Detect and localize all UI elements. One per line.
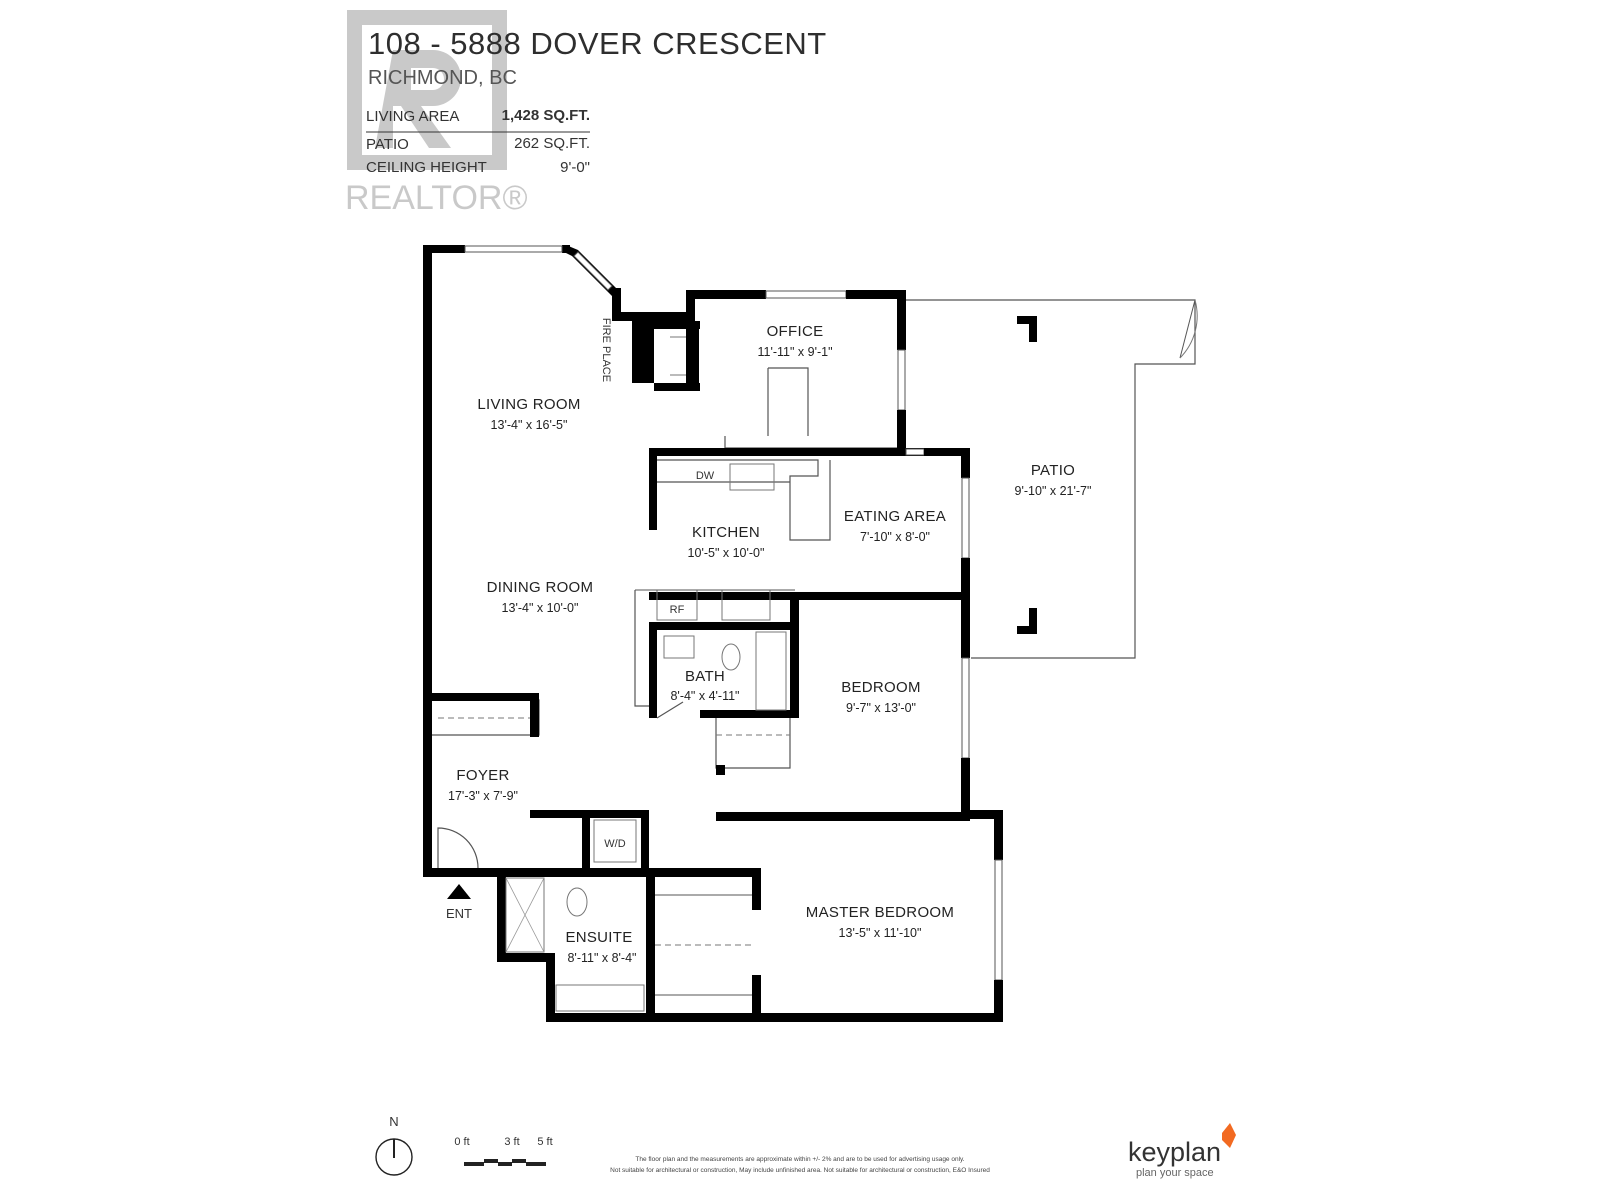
- bath-dims: 8'-4" x 4'-11": [670, 689, 740, 703]
- property-location: RICHMOND, BC: [368, 67, 517, 89]
- kitchen-sink: [730, 464, 774, 490]
- ensuite-vanity: [556, 985, 644, 1011]
- eating-area-dims: 7'-10" x 8'-0": [860, 530, 930, 544]
- patio-column-top: [1017, 316, 1037, 342]
- entrance-arrow-icon: [447, 884, 471, 899]
- fireplace-block: [632, 321, 654, 383]
- ensuite-dims: 8'-11" x 8'-4": [567, 951, 637, 965]
- office-label: OFFICE: [766, 323, 824, 340]
- disclaimer-line-2: Not suitable for architectural or construction, May include unfinished area. Not suitable for architectural or construction, E&O Insured: [610, 1167, 990, 1174]
- patio-dims: 9'-10" x 21'-7": [1014, 484, 1092, 498]
- scale-bar: [464, 1159, 546, 1166]
- property-title: 108 - 5888 DOVER CRESCENT: [368, 26, 827, 61]
- stat-value-living-area: 1,428 SQ.FT.: [501, 107, 590, 124]
- ensuite-label: ENSUITE: [565, 929, 633, 946]
- dining-room-dims: 13'-4" x 10'-0": [501, 601, 579, 615]
- fox-icon: [1222, 1123, 1236, 1148]
- bath-label: BATH: [684, 668, 726, 685]
- ensuite-toilet: [567, 888, 587, 916]
- scale-label-5: 5 ft: [537, 1136, 553, 1148]
- patio-column-bottom: [1017, 608, 1037, 634]
- washer-dryer-label: W/D: [604, 838, 626, 850]
- stat-label-ceiling-height: CEILING HEIGHT: [366, 159, 487, 176]
- eating-area-label: EATING AREA: [843, 508, 947, 525]
- office-dims: 11'-11" x 9'-1": [757, 345, 833, 359]
- entrance-label: ENT: [446, 906, 472, 921]
- fridge-label: RF: [669, 604, 685, 616]
- kitchen-dims: 10'-5" x 10'-0": [687, 546, 765, 560]
- legend: [376, 1114, 553, 1175]
- foyer-dims: 17'-3" x 7'-9": [448, 789, 518, 803]
- bedroom-label: BEDROOM: [841, 679, 921, 696]
- scale-label-0: 0 ft: [454, 1136, 470, 1148]
- patio-outline: [906, 300, 1197, 658]
- stat-value-ceiling-height: 9'-0": [560, 159, 590, 176]
- disclaimer-line-1: The floor plan and the measurements are approximate within +/- 2% and are to be used for advertising usage only.: [635, 1156, 965, 1163]
- stat-label-living-area: LIVING AREA: [366, 108, 460, 125]
- fireplace-label: FIRE PLACE: [600, 317, 612, 383]
- disclaimer: [610, 1156, 990, 1174]
- master-bedroom-dims: 13'-5" x 11'-10": [838, 926, 922, 940]
- brand-tagline: plan your space: [1136, 1167, 1214, 1179]
- kitchen-label: KITCHEN: [692, 524, 760, 541]
- stat-value-patio: 262 SQ.FT.: [514, 135, 590, 152]
- dining-room-label: DINING ROOM: [486, 579, 594, 596]
- living-room-label: LIVING ROOM: [477, 396, 581, 413]
- bedroom-dims: 9'-7" x 13'-0": [846, 701, 916, 715]
- living-room-dims: 13'-4" x 16'-5": [490, 418, 568, 432]
- realtor-watermark-text: REALTOR®: [345, 179, 528, 217]
- brand-name: keyplan: [1128, 1137, 1222, 1167]
- scale-label-3: 3 ft: [504, 1136, 520, 1148]
- bathtub: [756, 632, 786, 710]
- stat-label-patio: PATIO: [366, 136, 409, 153]
- foyer-label: FOYER: [456, 767, 510, 784]
- bath-toilet: [722, 644, 740, 670]
- keyplan-logo: [1128, 1123, 1236, 1179]
- north-label: N: [389, 1114, 399, 1129]
- dishwasher-label: DW: [695, 470, 715, 482]
- bath-sink: [664, 636, 694, 658]
- master-bedroom-label: MASTER BEDROOM: [805, 904, 955, 921]
- patio-label: PATIO: [1030, 462, 1076, 479]
